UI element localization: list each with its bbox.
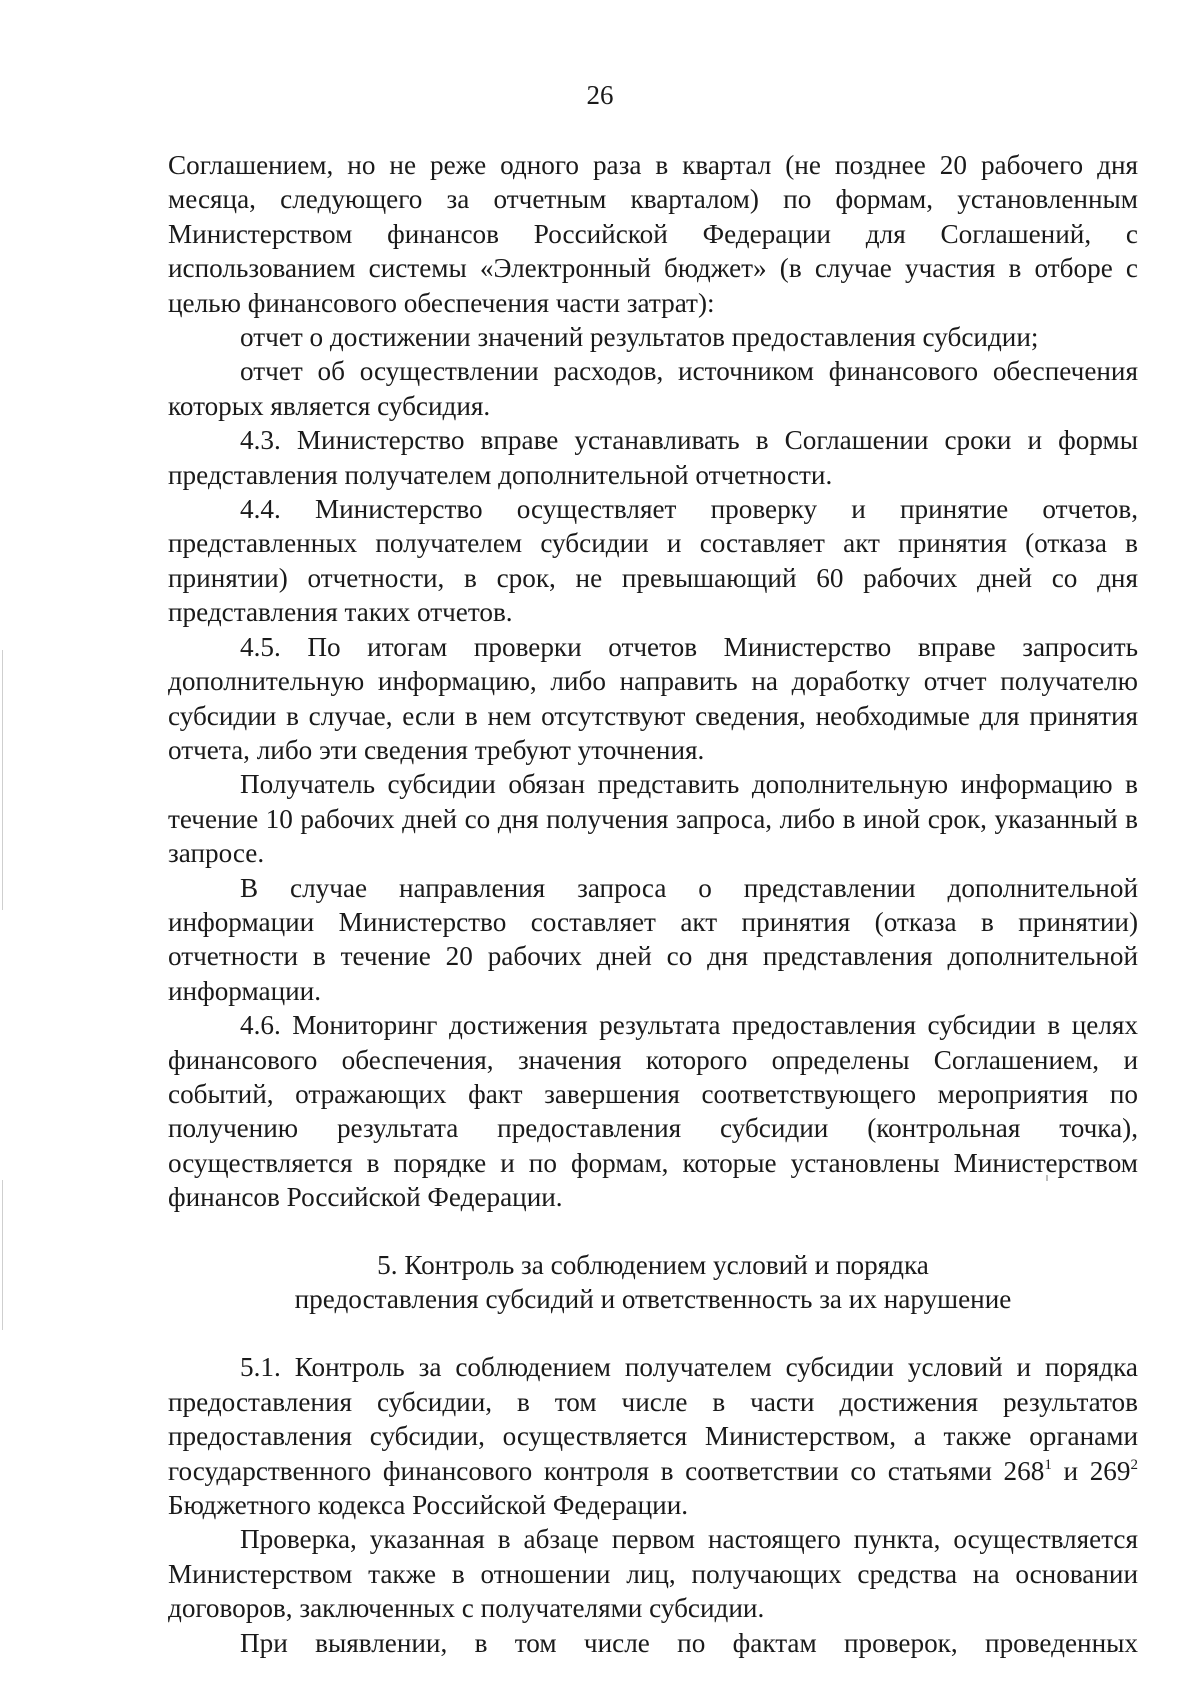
paragraph-request-case: В случае направления запроса о представлении дополнительной информации Министерство составляет акт принятия (отказа в принятии) отчетности в течение 20 рабочих дней со дня представления дополнительной информации. xyxy=(168,872,1138,1006)
paragraph-5-1-text-a: 5.1. Контроль за соблюдением получателем субсидии условий и порядка предоставления субсидии, в том числе в части достижения результатов предоставления субсидии, осуществляется Министерством, а также органами государственного финансового контроля в соответствии со статьями 268 xyxy=(168,1352,1138,1486)
page-number: 26 xyxy=(586,80,614,110)
document-body xyxy=(168,148,1138,1660)
section-heading-line-1: 5. Контроль за соблюдением условий и порядка xyxy=(377,1249,929,1280)
paragraph-4-5: 4.5. По итогам проверки отчетов Министерство вправе запросить дополнительную информацию, либо направить на доработку отчет получателю субсидии в случае, если в нем отсутствуют сведения, необходимые для принятия отчета, либо эти сведения требуют уточнения. xyxy=(168,631,1138,765)
paragraph-4-4: 4.4. Министерство осуществляет проверку и принятие отчетов, представленных получателем субсидии и составляет акт принятия (отказа в принятии) отчетности, в срок, не превышающий 60 рабочих дней со дня представления таких отчетов. xyxy=(168,494,1138,628)
paragraph-inspection: Проверка, указанная в абзаце первом настоящего пункта, осуществляется Министерством также в отношении лиц, получающих средства на основании договоров, заключенных с получателями субсидии. xyxy=(168,1524,1138,1624)
paragraph-additional-info: Получатель субсидии обязан представить дополнительную информацию в течение 10 рабочих дней со дня получения запроса, либо в иной срок, указанный в запросе. xyxy=(168,769,1138,869)
paragraph-5-1-text-b: и 269 xyxy=(1051,1455,1131,1486)
paragraph-report-expenses: отчет об осуществлении расходов, источником финансового обеспечения которых является субсидия. xyxy=(168,356,1138,421)
paragraph-continuation: Соглашением, но не реже одного раза в квартал (не позднее 20 рабочего дня месяца, следующего за отчетным кварталом) по формам, установленным Министерством финансов Российской Федерации для Соглашений, с использованием системы «Электронный бюджет» (в случае участия в отборе с целью финансового обеспечения части затрат): xyxy=(168,150,1138,318)
scan-edge-mark xyxy=(2,1180,3,1330)
scan-edge-mark xyxy=(2,650,3,910)
paragraph-report-results: отчет о достижении значений результатов предоставления субсидии; xyxy=(240,322,1039,353)
paragraph-5-1-text-c: Бюджетного кодекса Российской Федерации. xyxy=(168,1490,689,1521)
section-heading-line-2: предоставления субсидий и ответственность за их нарушение xyxy=(294,1284,1012,1314)
paragraph-5-1 xyxy=(168,1350,1138,1522)
superscript-269: 2 xyxy=(1130,1456,1138,1473)
superscript-268: 1 xyxy=(1044,1456,1052,1473)
paragraph-4-3: 4.3. Министерство вправе устанавливать в Соглашении сроки и формы представления получателем дополнительной отчетности. xyxy=(168,425,1138,490)
section-heading xyxy=(168,1248,1138,1317)
paragraph-4-6: 4.6. Мониторинг достижения результата предоставления субсидии в целях финансового обеспечения, значения которого определены Соглашением, и событий, отражающих факт завершения соответствующего мероприятия по получению результата предоставления субсидии (контрольная точка), осуществляется в порядке и по формам, которые установлены Министерством финансов Российской Федерации. xyxy=(168,1010,1138,1213)
paragraph-identification: При выявлении, в том числе по фактам проверок, проведенных xyxy=(240,1627,1138,1658)
